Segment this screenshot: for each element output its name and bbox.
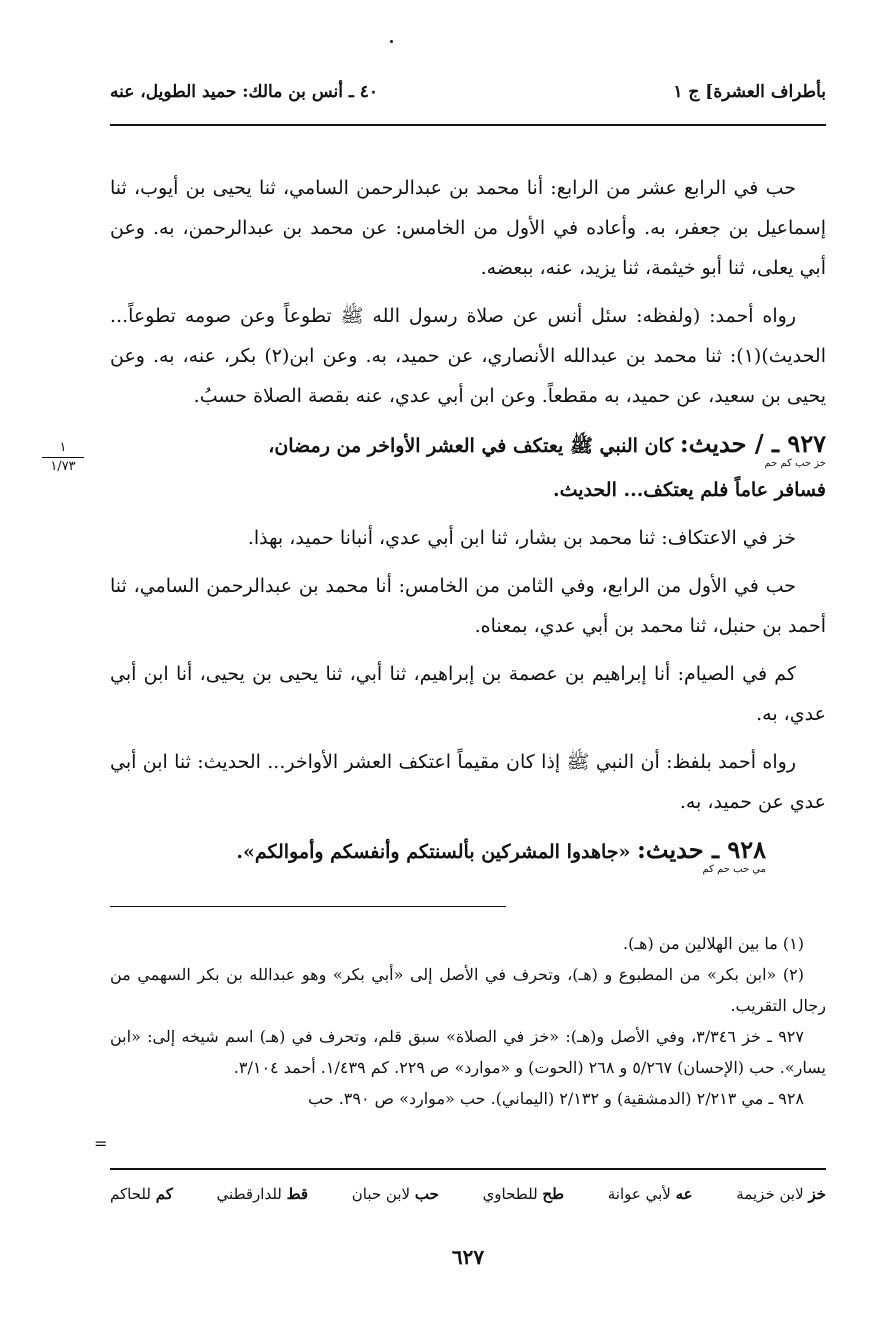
footer-rule <box>110 1168 826 1170</box>
header-rule <box>110 124 826 126</box>
ink-dot <box>390 40 393 43</box>
footnote: (١) ما بين الهلالين من (هـ). <box>623 934 804 953</box>
abbreviation-item: طح للطحاوي <box>482 1185 565 1203</box>
paragraph: رواه أحمد: (ولفظه: سئل أنس عن صلاة رسول الله ﷺ تطوعاً وعن صومه تطوعاً... الحديث)(١): ثنا محمد بن عبدالله الأنصاري، عن حميد، به. وعن ابن(٢) بكر، عنه، به. وعن يحيى بن سعيد، عن حميد، به مقطعاً. وعن ابن أبي عدي، عنه بقصة الصلاة حسبُ. <box>110 305 826 407</box>
margin-note-top: ١ <box>59 440 67 455</box>
paragraph: رواه أحمد بلفظ: أن النبي ﷺ إذا كان مقيماً اعتكف العشر الأواخر... الحديث: ثنا ابن أبي عدي عن حميد، به. <box>110 751 826 813</box>
section-title: ٤٠ ـ أنس بن مالك: حميد الطويل، عنه <box>110 82 379 102</box>
running-head <box>110 82 826 112</box>
margin-note-bottom: ١/٧٣ <box>50 459 76 474</box>
hadith-sigla: خز حب كم حم <box>764 458 826 469</box>
abbreviation-key <box>110 1185 826 1203</box>
hadith-sigla: مي حب حم كم <box>702 864 766 875</box>
book-title: بأطراف العشرة] ج ١ <box>673 82 826 102</box>
document-page <box>50 0 826 1333</box>
abbreviation-item: قط للدارقطني <box>216 1185 309 1203</box>
footnote-rule <box>110 906 506 907</box>
paragraph: خز في الاعتكاف: ثنا محمد بن بشار، ثنا ابن أبي عدي، أنبانا حميد، بهذا. <box>247 527 796 549</box>
page-number: ٦٢٧ <box>451 1245 485 1269</box>
paragraph: حب في الأول من الرابع، وفي الثامن من الخامس: أنا محمد بن عبدالرحمن السامي، ثنا أحمد بن حنبل، ثنا محمد بن أبي عدي، بمعناه. <box>110 575 826 637</box>
abbreviation-item: خز لابن خزيمة <box>736 1185 826 1203</box>
paragraph: حب في الرابع عشر من الرابع: أنا محمد بن عبدالرحمن السامي، ثنا يحيى بن أيوب، ثنا إسماعيل بن جعفر، به. وأعاده في الأول من الخامس: عن محمد بن عبدالرحمن، به. وعن أبي يعلى، ثنا أبو خيثمة، ثنا يزيد، عنه، ببعضه. <box>110 177 826 279</box>
margin-note <box>36 440 90 475</box>
hadith-number: ٩٢٧ ـ / حديث: <box>679 429 826 458</box>
abbreviation-item: كم للحاكم <box>110 1185 173 1203</box>
main-text <box>110 168 826 876</box>
footnote: ٩٢٧ ـ خز ٣/٣٤٦، وفي الأصل و(هـ): «خز في الصلاة» سبق قلم، وتحرف في (هـ) اسم شيخه إلى: «ابن يسار». حب (الإحسان) ٥/٢٦٧ و ٢٦٨ (الحوت) و «موارد» ص ٢٢٩. كم ١/٤٣٩. أحمد ٣/١٠٤. <box>110 1027 826 1077</box>
margin-note-rule <box>42 457 84 458</box>
footnotes <box>110 928 826 1114</box>
continuation-mark: = <box>94 1134 108 1153</box>
paragraph: كم في الصيام: أنا إبراهيم بن عصمة بن إبراهيم، ثنا أبي، ثنا يحيى بن يحيى، أنا ابن أبي عدي، به. <box>110 663 826 725</box>
hadith-text: «جاهدوا المشركين بألسنتكم وأنفسكم وأموالكم». <box>236 841 631 863</box>
footnote: ٩٢٨ ـ مي ٢/٢١٣ (الدمشقية) و ٢/١٣٢ (اليماني). حب «موارد» ص ٣٩٠. حب <box>308 1089 804 1108</box>
abbreviation-item: حب لابن حبان <box>351 1185 439 1203</box>
hadith-number: ٩٢٨ ـ حديث: <box>637 835 766 864</box>
footnote: (٢) «ابن بكر» من المطبوع و (هـ)، وتحرف في الأصل إلى «أبي بكر» وهو عبدالله بن بكر السهمي من رجال التقريب. <box>110 965 826 1015</box>
abbreviation-item: عه لأبي عوانة <box>607 1185 693 1203</box>
hadith-continuation: فسافر عاماً فلم يعتكف... الحديث. <box>552 479 826 501</box>
hadith-text: كان النبي ﷺ يعتكف في العشر الأواخر من رمضان، <box>268 435 674 457</box>
